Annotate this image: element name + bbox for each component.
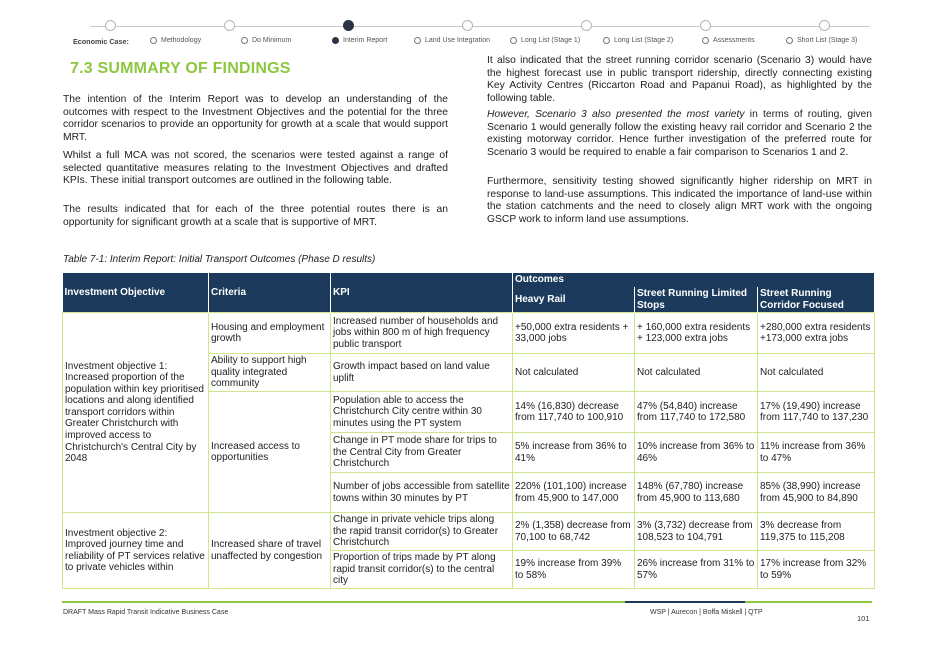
radio-circle-icon [414,37,421,44]
criteria-cell: Increased share of travel unaffected by congestion [209,513,331,589]
street-focused-cell: 17% increase from 32% to 59% [758,551,875,589]
kpi-cell: Change in PT mode share for trips to the Central City from Greater Christchurch [331,433,513,473]
heavy-rail-cell: 14% (16,830) decrease from 117,740 to 100,910 [513,392,635,433]
footer-divider-accent [625,601,745,603]
footer-authors: WSP | Aurecon | Boffa Miskell | QTP [650,609,763,616]
heavy-rail-cell: 2% (1,358) decrease from 70,100 to 68,742 [513,513,635,551]
left-paragraph-1: The intention of the Interim Report was to develop an understanding of the outcomes with respect to the Investment Objectives and the potential for the three corridor scenarios to provide an opportunity for growth at a scale that would support MRT. [63,94,448,143]
criteria-cell: Ability to support high quality integrated community [209,354,331,392]
progress-dot [819,20,830,31]
progress-dot-active [343,20,354,31]
radio-circle-icon [603,37,610,44]
street-focused-cell: Not calculated [758,354,875,392]
header-criteria: Criteria [209,273,331,313]
heavy-rail-cell: 5% increase from 36% to 41% [513,433,635,473]
header-outcomes: Outcomes [513,273,875,287]
objective-2-cell: Investment objective 2: Improved journey time and reliability of PT services relative to private vehicles within [63,513,209,589]
outcomes-table [62,273,875,589]
street-limited-cell: 26% increase from 31% to 57% [635,551,758,589]
kpi-cell: Growth impact based on land value uplift [331,354,513,392]
street-limited-cell: 148% (67,780) increase from 45,900 to 113,680 [635,473,758,513]
header-kpi: KPI [331,273,513,313]
street-limited-cell: 3% (3,732) decrease from 108,523 to 104,791 [635,513,758,551]
progress-dot [462,20,473,31]
section-title: 7.3 SUMMARY OF FINDINGS [70,60,291,77]
stage-long-list-1[interactable]: Long List (Stage 1) [510,37,580,44]
radio-circle-icon [786,37,793,44]
street-focused-cell: 17% (19,490) increase from 117,740 to 137,230 [758,392,875,433]
header-street-limited: Street Running Limited Stops [635,287,758,313]
objective-1-cell: Investment objective 1: Increased proportion of the population within key prioritised locations and along identified transport corridors within Greater Christchurch with improved access to Christchurch's Central City by 2048 [63,313,209,513]
left-paragraph-3: The results indicated that for each of the three potential routes there is an opportunity for significant growth at a scale that is supportive of MRT. [63,204,448,228]
radio-filled-icon [332,37,339,44]
stage-do-minimum[interactable]: Do Minimum [241,37,291,44]
heavy-rail-cell: 220% (101,100) increase from 45,900 to 147,000 [513,473,635,513]
economic-case-label: Economic Case: [73,37,129,46]
heavy-rail-cell: 19% increase from 39% to 58% [513,551,635,589]
stage-long-list-2[interactable]: Long List (Stage 2) [603,37,673,44]
street-focused-cell: +280,000 extra residents +173,000 extra jobs [758,313,875,354]
heavy-rail-cell: Not calculated [513,354,635,392]
table-caption: Table 7-1: Interim Report: Initial Transport Outcomes (Phase D results) [63,254,376,265]
criteria-cell: Housing and employment growth [209,313,331,354]
right-paragraph-1: It also indicated that the street running corridor scenario (Scenario 3) would have the highest forecast use in public transport ridership, directly connecting existing Key Activity Centres (Riccarton Road and Papanui Road), as highlighted by the following table. [487,55,872,104]
progress-dot [105,20,116,31]
stage-land-use-integration[interactable]: Land Use Integration [414,37,490,44]
footer-divider [62,601,872,603]
kpi-cell: Number of jobs accessible from satellite towns within 30 minutes by PT [331,473,513,513]
emphasis-text: However, Scenario 3 also presented the most variety [487,109,745,120]
right-paragraph-3: Furthermore, sensitivity testing showed significantly higher ridership on MRT in response to land-use assumptions. This indicated the importance of land-use within the station catchments and the need to closely align MRT work with the ongoing GSCP work to inform land use assumptions. [487,176,872,225]
table-row [63,513,875,551]
street-limited-cell: 47% (54,840) increase from 117,740 to 172,580 [635,392,758,433]
header-street-focused: Street Running Corridor Focused [758,287,875,313]
table-row [63,313,875,354]
stage-assessments[interactable]: Assessments [702,37,755,44]
radio-circle-icon [702,37,709,44]
stage-interim-report[interactable]: Interim Report [332,37,387,44]
street-focused-cell: 85% (38,990) increase from 45,900 to 84,890 [758,473,875,513]
left-paragraph-2: Whilst a full MCA was not scored, the scenarios were tested against a range of selected quantitative measures relating to the Investment Objectives and drafted KPIs. These initial transport outcomes are outlined in the following table. [63,150,448,186]
radio-circle-icon [241,37,248,44]
right-paragraph-2: However, Scenario 3 also presented the most variety in terms of routing, given Scenario 1 would generally follow the existing heavy rail corridor and Scenario 2 the existing motorway corridor. Hence further investigation of the preferred route for Scenario 3 would be required to enable a fair comparison to Scenarios 1 and 2. [487,109,872,158]
stage-short-list-3[interactable]: Short List (Stage 3) [786,37,857,44]
page-number: 101 [857,614,870,623]
street-limited-cell: 10% increase from 36% to 46% [635,433,758,473]
header-heavy-rail: Heavy Rail [513,287,635,313]
progress-dot [224,20,235,31]
criteria-cell: Increased access to opportunities [209,392,331,513]
header-investment-objective: Investment Objective [63,273,209,313]
radio-circle-icon [150,37,157,44]
street-limited-cell: + 160,000 extra residents + 123,000 extra jobs [635,313,758,354]
heavy-rail-cell: +50,000 extra residents + 33,000 jobs [513,313,635,354]
kpi-cell: Population able to access the Christchurch City centre within 30 minutes using the PT system [331,392,513,433]
stage-methodology[interactable]: Methodology [150,37,201,44]
progress-dot [581,20,592,31]
footer-document-title: DRAFT Mass Rapid Transit Indicative Business Case [63,609,229,616]
radio-circle-icon [510,37,517,44]
progress-track [90,26,870,27]
street-limited-cell: Not calculated [635,354,758,392]
progress-dot [700,20,711,31]
kpi-cell: Increased number of households and jobs within 800 m of high frequency public transport [331,313,513,354]
street-focused-cell: 3% decrease from 119,375 to 115,208 [758,513,875,551]
street-focused-cell: 11% increase from 36% to 47% [758,433,875,473]
kpi-cell: Proportion of trips made by PT along rapid transit corridor(s) to the central city [331,551,513,589]
kpi-cell: Change in private vehicle trips along the rapid transit corridor(s) to Greater Christchurch [331,513,513,551]
